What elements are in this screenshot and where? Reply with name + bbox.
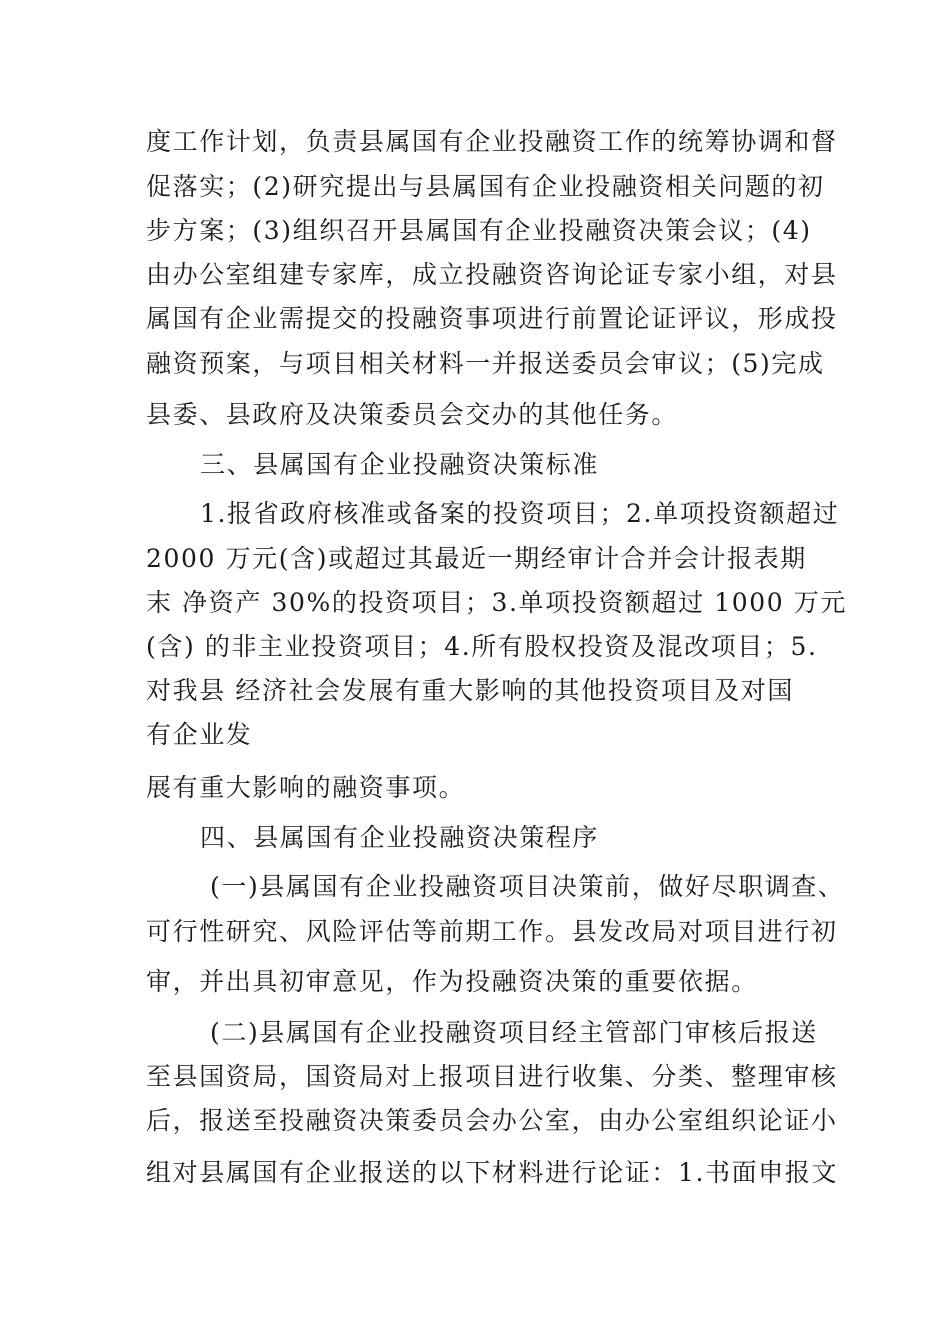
body-text-line: 促落实；(2)研究提出与县属国有企业投融资相关问题的初 [146,172,825,201]
section-heading-4: 四、县属国有企业投融资决策程序 [200,823,600,852]
body-text-line: 县委、县政府及决策委员会交办的其他任务。 [146,400,679,429]
body-text-line: 2000 万元(含)或超过其最近一期经审计合并会计报表期 [146,544,807,573]
body-text-line: 由办公室组建专家库，成立投融资咨询论证专家小组，对县 [146,260,838,289]
body-text-line: 步方案；(3)组织召开县属国有企业投融资决策会议；(4) [146,216,812,245]
body-text-line: 展有重大影响的融资事项。 [146,773,466,802]
body-text-line: 融资预案，与项目相关材料一并报送委员会审议；(5)完成 [146,349,825,378]
body-text-line: (含) 的非主业投资项目；4.所有股权投资及混改项目；5. [146,632,818,661]
body-text-line: 对我县 经济社会发展有重大影响的其他投资项目及对国 [146,676,794,705]
section-heading-3: 三、县属国有企业投融资决策标准 [200,450,600,479]
body-text-line: (一)县属国有企业投融资项目决策前，做好尽职调查、 [210,872,845,901]
body-text-line: 审，并出具初审意见，作为投融资决策的重要依据。 [146,967,758,996]
body-text-line: 可行性研究、风险评估等前期工作。县发改局对项目进行初 [146,917,838,946]
body-text-line: (二)县属国有企业投融资项目经主管部门审核后报送 [210,1018,818,1047]
body-text-line: 组对县属国有企业报送的以下材料进行论证：1.书面申报文 [146,1158,839,1187]
body-text-line: 末 净资产 30%的投资项目；3.单项投资额超过 1000 万元 [146,588,848,617]
body-text-line: 度工作计划，负责县属国有企业投融资工作的统筹协调和督 [146,127,838,156]
body-text-line: 后，报送至投融资决策委员会办公室，由办公室组织论证小 [146,1106,838,1135]
body-text-line: 有企业发 [146,720,253,749]
body-text-line: 至县国资局，国资局对上报项目进行收集、分类、整理审核 [146,1062,838,1091]
body-text-line: 1.报省政府核准或备案的投资项目；2.单项投资额超过 [200,499,840,528]
body-text-line: 属国有企业需提交的投融资事项进行前置论证评议，形成投 [146,304,838,333]
